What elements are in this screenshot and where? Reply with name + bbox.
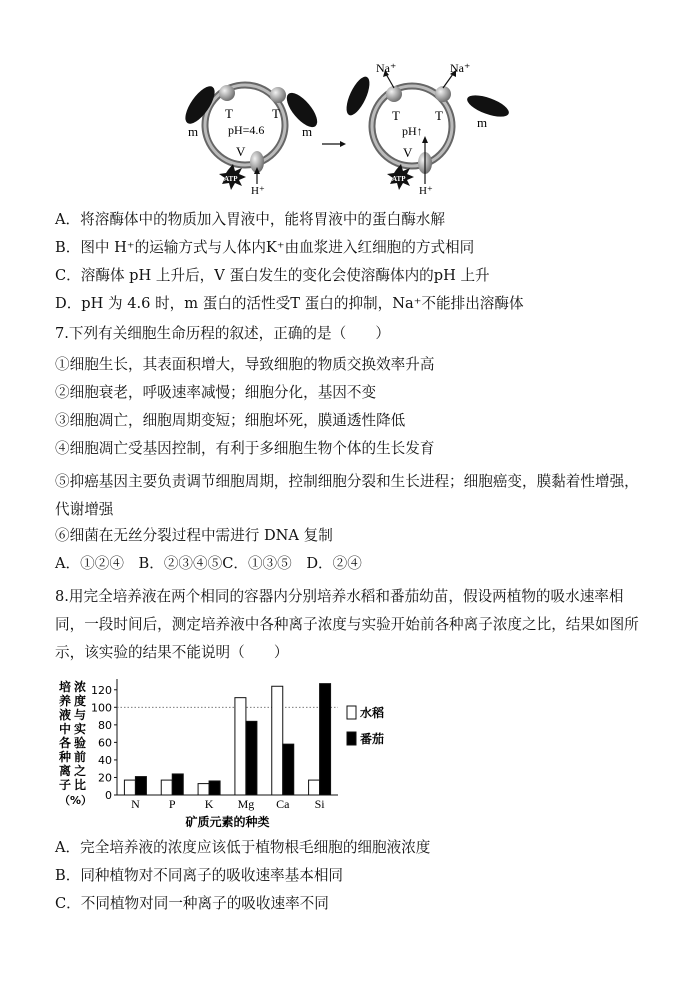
t-protein-left-2 (270, 87, 286, 103)
m-protein-right-1 (342, 74, 374, 119)
x-tick-label: Ca (276, 797, 290, 811)
x-axis-label: 矿质元素的种类 (185, 815, 270, 829)
bar-rice (124, 780, 135, 795)
q7-item-6: ⑥细菌在无丝分裂过程中需进行 DNA 复制 (55, 527, 333, 544)
q7-item-3: ③细胞凋亡，细胞周期变短；细胞坏死，膜通透性降低 (55, 412, 406, 429)
t-protein-right-1 (386, 86, 402, 102)
y-tick-label: 120 (91, 683, 112, 697)
ylabel-char: 之 (74, 764, 87, 778)
ylabel-char: 实 (74, 722, 87, 736)
bar-tomato (320, 684, 331, 795)
legend-swatch (347, 706, 356, 719)
ion-ratio-chart (55, 676, 400, 831)
ylabel-char: 验 (74, 736, 87, 750)
ylabel-char: 比 (74, 778, 87, 792)
ylabel-unit: （%） (59, 794, 93, 807)
svg-text:Na⁺: Na⁺ (376, 61, 397, 75)
svg-text:pH↑: pH↑ (402, 124, 423, 138)
ylabel-char: 培 (59, 680, 72, 694)
svg-text:H⁺: H⁺ (251, 185, 265, 197)
m-protein-right-2 (465, 91, 512, 121)
bar-tomato (172, 774, 183, 795)
bar-rice (235, 698, 246, 795)
q8-option-c: C．不同植物对同一种离子的吸收速率不同 (55, 895, 329, 912)
q7-options: A．①②④ B．②③④⑤C．①③⑤ D．②④ (55, 555, 362, 572)
x-tick-label: Si (314, 797, 325, 811)
y-tick-label: 100 (91, 701, 112, 715)
t-protein-right-2 (435, 86, 451, 102)
legend-label: 水稻 (360, 706, 385, 720)
svg-text:m: m (477, 115, 488, 130)
ylabel-char: 养 (59, 694, 72, 708)
ylabel-char: 各 (59, 736, 72, 750)
ylabel-char: 与 (74, 708, 87, 722)
bar-tomato (209, 781, 220, 795)
bar-tomato (283, 744, 294, 795)
t-protein-left-1 (219, 85, 235, 101)
q7-item-2: ②细胞衰老，呼吸速率减慢；细胞分化，基因不变 (55, 384, 377, 401)
x-tick-label: K (204, 797, 214, 811)
transition-arrow (322, 141, 346, 147)
y-tick-label: 20 (98, 771, 112, 785)
q6-option-d: D．pH 为 4.6 时，m 蛋白的活性受T 蛋白的抑制，Na⁺不能排出溶酶体 (55, 295, 524, 312)
ylabel-char: 离 (59, 764, 72, 778)
x-tick-label: N (131, 797, 140, 811)
q8-stem: 8.用完全培养液在两个相同的容器内分别培养水稻和番茄幼苗，假设两植物的吸水速率相同，一段时间后，测定培养液中各种离子浓度与实验开始前各种离子浓度之比，结果如图所示，该实验的结果不能说明（ ） (55, 588, 639, 661)
svg-text:pH=4.6: pH=4.6 (228, 123, 265, 137)
bar-rice (161, 780, 172, 795)
svg-text:V: V (236, 144, 246, 159)
ylabel-char: 浓 (74, 680, 87, 694)
q7-stem: 7.下列有关细胞生命历程的叙述，正确的是（ ） (55, 325, 390, 342)
svg-text:H⁺: H⁺ (419, 185, 433, 197)
q6-option-b: B．图中 H⁺的运输方式与人体内K⁺由血浆进入红细胞的方式相同 (55, 239, 475, 256)
x-tick-label: Mg (237, 797, 255, 811)
legend-swatch (347, 732, 356, 745)
svg-text:T: T (272, 106, 280, 121)
ylabel-char: 度 (74, 694, 87, 708)
q7-item-4: ④细胞凋亡受基因控制，有利于多细胞生物个体的生长发育 (55, 440, 435, 457)
q6-option-c: C．溶酶体 pH 上升后，V 蛋白发生的变化会使溶酶体内的pH 上升 (55, 267, 490, 284)
svg-text:m: m (188, 124, 199, 139)
ylabel-char: 子 (59, 778, 72, 792)
svg-text:Na⁺: Na⁺ (450, 61, 471, 75)
svg-text:T: T (225, 106, 233, 121)
bar-rice (198, 784, 209, 795)
q7-item-1: ①细胞生长，其表面积增大，导致细胞的物质交换效率升高 (55, 356, 435, 373)
y-tick-label: 80 (98, 718, 112, 732)
legend-label: 番茄 (360, 732, 385, 746)
svg-text:ATP: ATP (392, 175, 406, 183)
y-tick-label: 40 (98, 753, 112, 767)
q8-option-a: A．完全培养液的浓度应该低于植物根毛细胞的细胞液浓度 (55, 839, 431, 856)
lysosome-right (342, 61, 512, 197)
svg-text:T: T (392, 108, 400, 123)
q8-option-b: B．同种植物对不同离子的吸收速率基本相同 (55, 867, 344, 884)
ylabel-char: 中 (59, 722, 72, 736)
svg-text:T: T (435, 108, 443, 123)
bar-rice (309, 780, 320, 795)
x-tick-label: P (168, 797, 176, 811)
q6-option-a: A．将溶酶体中的物质加入胃液中，能将胃液中的蛋白酶水解 (55, 211, 445, 228)
svg-text:m: m (302, 124, 313, 139)
svg-text:ATP: ATP (224, 175, 238, 183)
bar-rice (272, 686, 283, 795)
lysosome-diagram (180, 60, 520, 200)
y-tick-label: 0 (105, 789, 112, 802)
ylabel-char: 前 (74, 750, 87, 764)
bar-tomato (135, 777, 146, 795)
svg-text:V: V (403, 145, 413, 160)
ylabel-char: 种 (59, 750, 72, 764)
ylabel-char: 液 (59, 708, 72, 722)
lysosome-left (180, 82, 322, 197)
y-tick-label: 60 (98, 736, 112, 750)
q7-item-5: ⑤抑癌基因主要负责调节细胞周期，控制细胞分裂和生长进程；细胞癌变，膜黏着性增强，代谢增强 (55, 473, 639, 518)
bar-tomato (246, 721, 257, 795)
